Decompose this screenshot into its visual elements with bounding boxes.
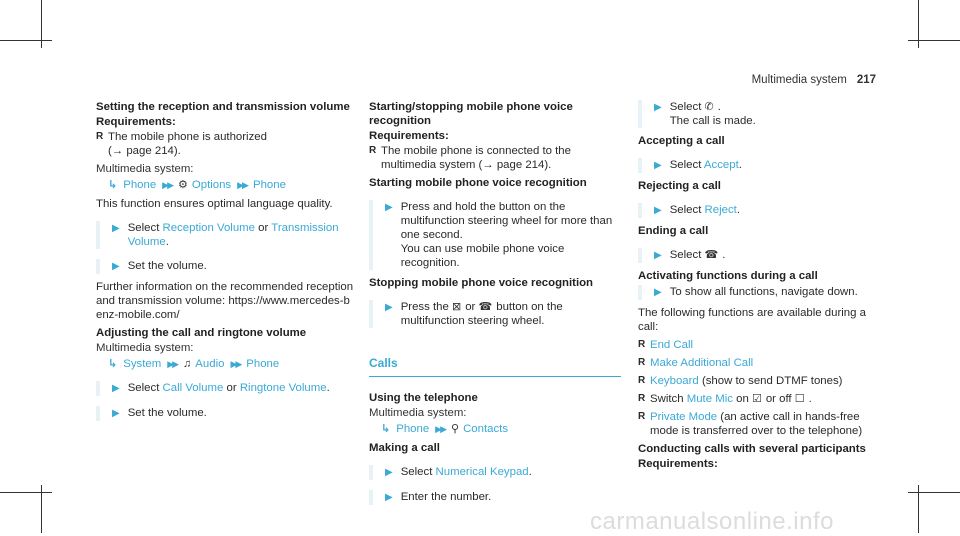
chevron-right-icon: ▶▶: [230, 359, 241, 369]
step-text: .: [326, 382, 330, 394]
step-text: Select: [669, 159, 702, 171]
menu-path-phone-3[interactable]: Phone: [246, 358, 280, 370]
checkbox-empty-icon: ☐: [794, 393, 805, 405]
step-text: Enter the number.: [400, 491, 492, 503]
step-bar: [96, 221, 100, 249]
requirements-label: Requirements:: [96, 116, 176, 128]
accept-link[interactable]: Accept: [703, 159, 739, 171]
bullet-text: Switch: [650, 393, 684, 405]
phone-icon: ✆: [704, 101, 714, 113]
bullet-icon: R: [638, 375, 646, 386]
call-volume-link[interactable]: Call Volume: [162, 382, 224, 394]
step-bar: [369, 465, 373, 480]
crop-mark: [908, 492, 960, 493]
column-3: [638, 100, 878, 472]
page-reference: (→ page 214).: [108, 145, 181, 157]
step-text: .: [736, 204, 741, 216]
step: [96, 381, 354, 396]
menu-path: [369, 422, 621, 436]
step-text: Select: [669, 101, 702, 113]
heading-several-participants: Conducting calls with several participants: [638, 443, 866, 455]
menu-path: [96, 357, 354, 371]
section-title-calls: Calls: [369, 356, 621, 377]
chevron-right-icon: ▶▶: [435, 424, 445, 434]
bullet-icon: R: [96, 131, 104, 142]
step: [638, 285, 878, 300]
bullet-text: on: [736, 393, 749, 405]
step-bar: [369, 300, 373, 328]
step-note: The call is made.: [669, 115, 756, 127]
keyboard-link[interactable]: Keyboard: [650, 375, 699, 387]
step-text: Press and hold the button on the multifunction steering wheel for more than one second.: [400, 201, 613, 241]
bullet-text: The mobile phone is connected to the multimedia system (→ page 214).: [381, 145, 571, 171]
step-bar: [369, 200, 373, 270]
step-text: .: [722, 249, 726, 261]
menu-path-contacts[interactable]: Contacts: [463, 423, 509, 435]
list-item: [96, 130, 354, 158]
step-text: .: [738, 159, 742, 171]
search-icon: ⚲: [451, 423, 460, 435]
menu-path: [96, 178, 354, 192]
step-arrow-icon: ▶: [654, 287, 662, 298]
step-arrow-icon: ▶: [385, 202, 393, 213]
step-arrow-icon: ▶: [385, 467, 393, 478]
heading-call-volume: Adjusting the call and ringtone volume: [96, 327, 307, 339]
step-text: Select: [400, 466, 433, 478]
heading-accept-call: Accepting a call: [638, 135, 725, 147]
step-bar: [638, 203, 642, 218]
description: This function ensures optimal language quality.: [96, 198, 333, 210]
chevron-right-icon: ▶▶: [237, 180, 247, 190]
step-bar: [638, 158, 642, 173]
menu-path-phone[interactable]: Phone: [123, 179, 157, 191]
step-bar: [96, 259, 100, 274]
mute-mic-link[interactable]: Mute Mic: [686, 393, 733, 405]
step-text: or: [226, 382, 237, 394]
step: [638, 203, 878, 218]
bullet-text: or off: [765, 393, 792, 405]
heading-end-call: Ending a call: [638, 225, 709, 237]
heading-reject-call: Rejecting a call: [638, 180, 721, 192]
list-item: [638, 392, 878, 406]
step-arrow-icon: ▶: [385, 302, 393, 313]
step-arrow-icon: ▶: [112, 383, 120, 394]
requirements-label: Requirements:: [369, 130, 449, 142]
step-arrow-icon: ▶: [654, 160, 662, 171]
private-mode-link[interactable]: Private Mode: [650, 411, 718, 423]
list-item: [638, 356, 878, 370]
list-item: [638, 338, 878, 352]
step-note: You can use mobile phone voice recognition.: [400, 243, 565, 269]
step-arrow-icon: ▶: [654, 102, 662, 113]
step-text: or: [258, 222, 269, 234]
step-text: Set the volume.: [127, 260, 207, 272]
step-text: Press the: [400, 301, 449, 313]
hang-up-icon: ☎: [704, 249, 719, 261]
list-item: [369, 144, 621, 172]
list-item: [638, 410, 878, 438]
step: [96, 259, 354, 274]
step-text: Select: [669, 204, 702, 216]
crop-mark: [908, 40, 960, 41]
heading-start-voice: Starting mobile phone voice recognition: [369, 177, 587, 189]
step-bar: [369, 490, 373, 505]
numerical-keypad-link[interactable]: Numerical Keypad: [435, 466, 529, 478]
menu-label: Multimedia system:: [96, 342, 194, 354]
heading-activate-functions: Activating functions during a call: [638, 270, 818, 282]
reject-link[interactable]: Reject: [704, 204, 737, 216]
description: The following functions are available during a call:: [638, 307, 866, 333]
transmission-volume-link[interactable]: Transmission Volume: [127, 222, 339, 248]
further-info: Further information on the recommended reception and transmission volume: https://www.mercedes-benz-mobile.com/: [96, 281, 354, 321]
bullet-icon: R: [638, 357, 646, 368]
heading-using-telephone: Using the telephone: [369, 392, 478, 404]
step-text: Select: [669, 249, 702, 261]
hang-up-icon: ☎: [478, 301, 493, 313]
column-1: [96, 100, 354, 427]
step: [96, 406, 354, 421]
step: [638, 100, 878, 128]
menu-path-phone[interactable]: Phone: [396, 423, 430, 435]
heading-stop-voice: Stopping mobile phone voice recognition: [369, 277, 594, 289]
step-bar: [638, 100, 642, 128]
step-arrow-icon: ▶: [112, 223, 120, 234]
step-bar: [96, 406, 100, 421]
menu-path-system[interactable]: System: [123, 358, 162, 370]
back-icon: ⊠: [452, 301, 462, 313]
heading-making-call: Making a call: [369, 442, 440, 454]
step-arrow-icon: ▶: [112, 408, 120, 419]
checkbox-checked-icon: ☑: [751, 393, 762, 405]
step: [369, 300, 621, 328]
ringtone-volume-link[interactable]: Ringtone Volume: [239, 382, 327, 394]
menu-path-phone-2[interactable]: Phone: [252, 179, 286, 191]
reception-volume-link[interactable]: Reception Volume: [162, 222, 255, 234]
step-text: .: [165, 236, 169, 248]
bullet-icon: R: [638, 393, 646, 404]
bullet-icon: R: [638, 339, 646, 350]
step: [96, 221, 354, 249]
bullet-text: The mobile phone is authorized: [108, 131, 267, 143]
step: [369, 200, 621, 270]
end-call-link[interactable]: End Call: [650, 339, 694, 351]
enter-arrow-icon: ↳: [108, 179, 118, 191]
step-text: Set the volume.: [127, 407, 207, 419]
step: [369, 465, 621, 480]
column-2: [369, 100, 621, 511]
header-section: Multimedia system: [751, 74, 847, 86]
step-text: .: [717, 101, 721, 113]
step-text: To show all functions, navigate down.: [669, 286, 858, 298]
menu-label: Multimedia system:: [96, 163, 194, 175]
page-number: 217: [856, 74, 876, 86]
watermark: carmanualsonline.info: [590, 508, 834, 535]
step-arrow-icon: ▶: [385, 492, 393, 503]
crop-mark: [0, 492, 52, 493]
step-text: Select: [127, 382, 160, 394]
step-bar: [638, 248, 642, 263]
step: [369, 490, 621, 505]
step-text: .: [528, 466, 532, 478]
menu-path-options[interactable]: Options: [191, 179, 232, 191]
step-arrow-icon: ▶: [112, 261, 120, 272]
enter-arrow-icon: ↳: [381, 423, 391, 435]
list-item: [638, 374, 878, 388]
step: [638, 248, 878, 263]
enter-arrow-icon: ↳: [108, 358, 118, 370]
requirements-label: Requirements:: [638, 458, 718, 470]
step-arrow-icon: ▶: [654, 205, 662, 216]
chevron-right-icon: ▶▶: [162, 180, 172, 190]
step-text: Select: [127, 222, 160, 234]
bullet-text: (an active call in hands-free mode is transferred over to the telephone): [650, 411, 863, 437]
step: [638, 158, 878, 173]
bullet-text: .: [808, 393, 812, 405]
make-additional-call-link[interactable]: Make Additional Call: [650, 357, 754, 369]
heading-voice-recognition: Starting/stopping mobile phone voice recognition: [369, 101, 573, 127]
step-text: or: [465, 301, 476, 313]
menu-path-audio[interactable]: Audio: [195, 358, 225, 370]
heading-reception-volume: Setting the reception and transmission volume: [96, 101, 350, 113]
crop-mark: [0, 40, 52, 41]
bullet-icon: R: [638, 411, 646, 422]
page-header: [752, 74, 876, 86]
bullet-icon: R: [369, 145, 377, 156]
step-arrow-icon: ▶: [654, 250, 662, 261]
gear-icon: ⚙: [178, 179, 188, 191]
step-bar: [638, 285, 642, 300]
chevron-right-icon: ▶▶: [167, 359, 178, 369]
audio-icon: ♫: [183, 358, 192, 370]
step-bar: [96, 381, 100, 396]
menu-label: Multimedia system:: [369, 407, 467, 419]
step-text: button on the multifunction steering wheel.: [400, 301, 563, 327]
bullet-text: (show to send DTMF tones): [701, 375, 843, 387]
